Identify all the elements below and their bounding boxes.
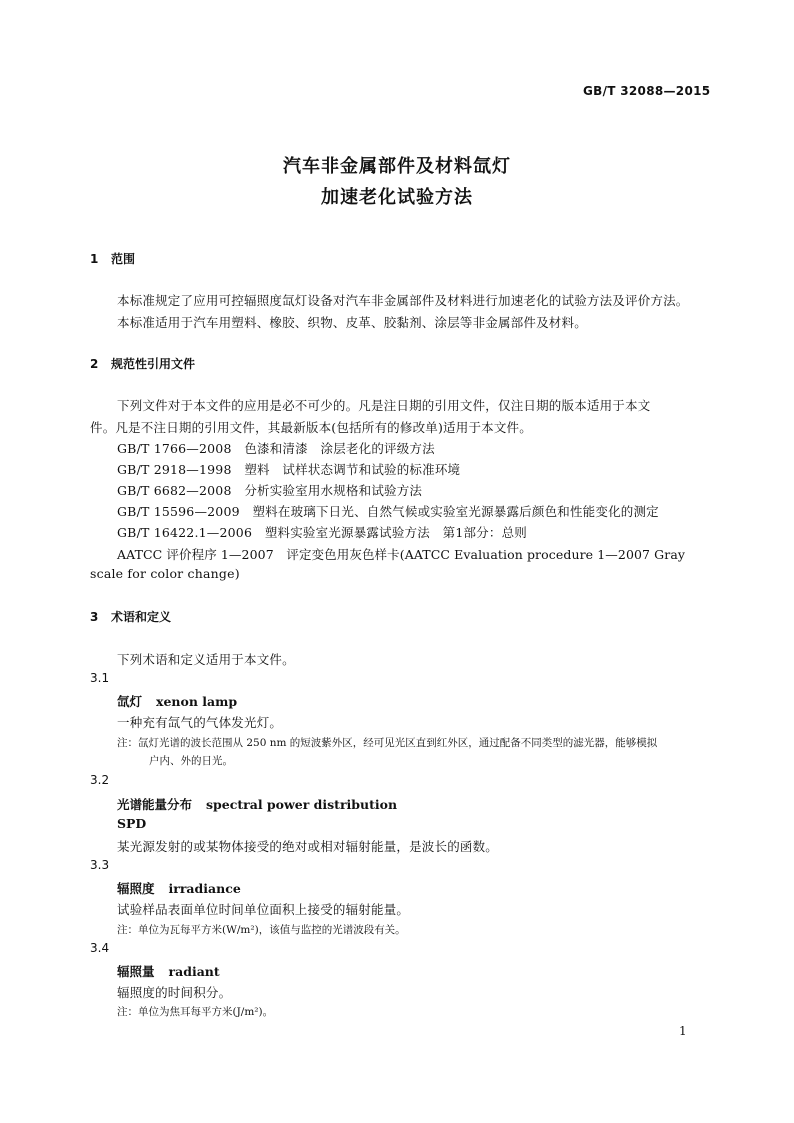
reference-item: [117, 502, 659, 520]
reference-item: [117, 481, 422, 499]
reference-title: 塑料在玻璃下日光、自然气候或实验室光源暴露后颜色和性能变化的测定: [252, 504, 659, 519]
reference-title: 分析实验室用水规格和试验方法: [244, 483, 423, 498]
term-heading: [117, 879, 241, 897]
reference-code: GB/T 16422.1—2006: [117, 525, 253, 540]
term-number: 3.3: [90, 858, 110, 872]
term-note: 注：氙灯光谱的波长范围从 250 nm 的短波紫外区，经可见光区直到红外区，通过配备不同类型的滤光器，能够模拟: [117, 737, 658, 749]
term-heading: [117, 692, 237, 710]
term-zh: 辐照量: [117, 964, 155, 979]
term-note: 户内、外的日光。: [149, 755, 233, 767]
section-1-heading: [90, 250, 135, 267]
term-en: irradiance: [168, 881, 241, 896]
section-1-paragraph: 本标准适用于汽车用塑料、橡胶、织物、皮革、胶黏剂、涂层等非金属部件及材料。: [117, 315, 587, 330]
section-1-paragraph: 本标准规定了应用可控辐照度氙灯设备对汽车非金属部件及材料进行加速老化的试验方法及评价方法。: [117, 293, 689, 308]
term-zh: 辐照度: [117, 881, 155, 896]
term-definition: 某光源发射的或某物体接受的绝对或相对辐射能量，是波长的函数。: [117, 839, 499, 854]
reference-title: 色漆和清漆 涂层老化的评级方法: [244, 441, 435, 456]
reference-code: GB/T 15596—2009: [117, 504, 240, 519]
term-en: spectral power distribution: [206, 797, 398, 812]
term-zh: 光谱能量分布: [117, 797, 193, 812]
section-number: 2: [90, 357, 99, 371]
document-title-line1: 汽车非金属部件及材料氙灯: [283, 156, 511, 177]
reference-code: GB/T 6682—2008: [117, 483, 232, 498]
term-number: 3.1: [90, 671, 110, 685]
page-number: 1: [679, 1024, 687, 1038]
term-en: xenon lamp: [156, 694, 238, 709]
term-definition: 试验样品表面单位时间单位面积上接受的辐射能量。: [117, 902, 410, 917]
section-number: 3: [90, 610, 99, 624]
reference-item: [117, 523, 527, 541]
term-heading: [117, 795, 397, 813]
reference-item: [117, 460, 460, 478]
section-2-heading: [90, 355, 195, 372]
reference-title: 塑料实验室光源暴露试验方法 第1部分：总则: [264, 525, 527, 540]
document-title-line2: 加速老化试验方法: [321, 187, 473, 208]
term-definition: 一种充有氙气的气体发光灯。: [117, 715, 283, 730]
term-note: 注：单位为焦耳每平方米(J/m²)。: [117, 1006, 274, 1018]
term-number: 3.2: [90, 773, 110, 787]
term-definition: 辐照度的时间积分。: [117, 985, 232, 1000]
reference-title: 塑料 试样状态调节和试验的标准环境: [244, 462, 461, 477]
term-heading: [117, 962, 220, 980]
reference-code: GB/T 1766—2008: [117, 441, 232, 456]
standard-number: GB/T 32088—2015: [583, 84, 711, 98]
section-3-heading: [90, 608, 171, 625]
term-en: radiant: [168, 964, 220, 979]
section-2-intro: 件。凡是不注日期的引用文件，其最新版本(包括所有的修改单)适用于本文件。: [90, 420, 532, 435]
section-title: 术语和定义: [111, 610, 172, 624]
section-title: 范围: [111, 252, 136, 266]
section-3-intro: 下列术语和定义适用于本文件。: [117, 652, 295, 667]
term-number: 3.4: [90, 941, 110, 955]
term-zh: 氙灯: [117, 694, 143, 709]
section-title: 规范性引用文件: [111, 357, 196, 371]
reference-item: [117, 439, 435, 457]
term-abbreviation: SPD: [117, 816, 147, 831]
term-note: 注：单位为瓦每平方米(W/m²)，该值与监控的光谱波段有关。: [117, 924, 406, 936]
aatcc-reference: AATCC 评价程序 1—2007 评定变色用灰色样卡(AATCC Evaluation procedure 1—2007 Gray: [117, 547, 686, 562]
reference-code: GB/T 2918—1998: [117, 462, 232, 477]
section-2-intro: 下列文件对于本文件的应用是必不可少的。凡是注日期的引用文件，仅注日期的版本适用于本文: [117, 398, 651, 413]
aatcc-reference: scale for color change): [90, 566, 240, 581]
section-number: 1: [90, 252, 99, 266]
